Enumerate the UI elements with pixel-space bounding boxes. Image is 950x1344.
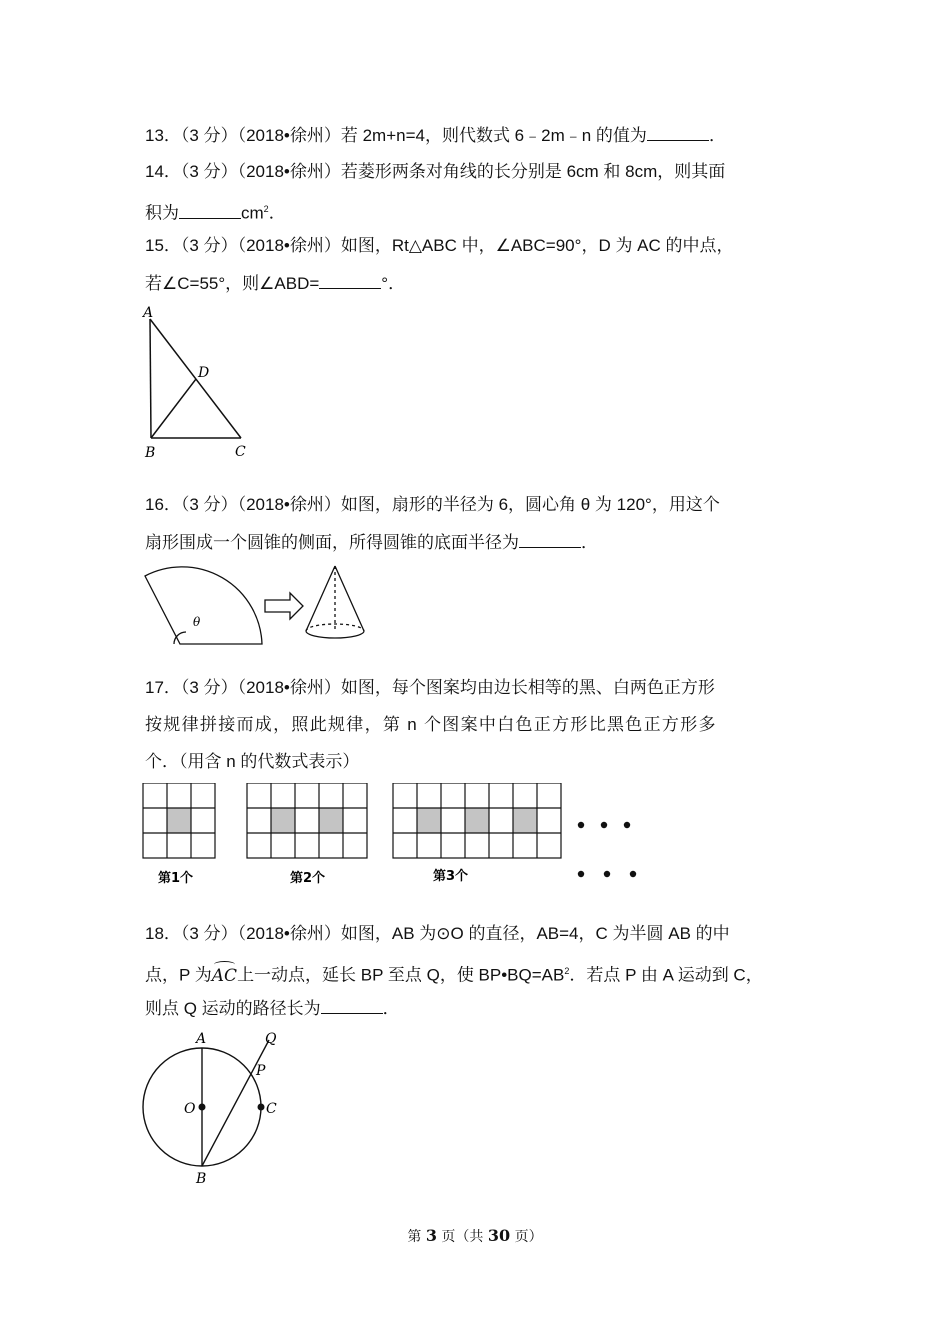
cone-base-front bbox=[306, 631, 364, 638]
q16-sector-figure bbox=[140, 560, 380, 650]
q15-triangle-figure bbox=[135, 303, 265, 463]
q17-pattern-figure bbox=[140, 783, 650, 888]
page-footer: 第 3 页（共 30 页） bbox=[407, 1226, 543, 1245]
label-c: C bbox=[266, 1101, 277, 1117]
caption-3: 第3个 bbox=[433, 869, 469, 884]
q18-circle-figure bbox=[135, 1027, 295, 1192]
q18-line1: 18．（3 分）（2018•徐州）如图，AB 为⊙O 的直径，AB=4，C 为半圆 AB 的中 bbox=[145, 924, 730, 943]
point-c bbox=[258, 1104, 265, 1111]
black-square bbox=[319, 808, 343, 833]
caption-1: 第1个 bbox=[158, 871, 194, 886]
label-p: P bbox=[256, 1063, 266, 1079]
segment-bd bbox=[151, 379, 196, 438]
q14-line2: 积为 $cm^2$． bbox=[145, 197, 286, 226]
label-o: O bbox=[184, 1101, 196, 1117]
arc-ac: AC bbox=[211, 965, 238, 986]
ellipsis-dots bbox=[578, 822, 636, 877]
q13-line1: 13．（3 分）（2018•徐州）若 2m+n=4，则代数式 6﹣2m﹣n 的值为 ． bbox=[145, 123, 726, 148]
black-square bbox=[465, 808, 489, 833]
black-square bbox=[417, 808, 441, 833]
q16-line2: 扇形围成一个圆锥的侧面，所得圆锥的底面半径为 ． bbox=[145, 530, 598, 555]
side-ac bbox=[150, 319, 241, 438]
angle-arc bbox=[174, 632, 186, 644]
label-a: A bbox=[143, 305, 154, 321]
q14-line1: 14．（3 分）（2018•徐州）若菱形两条对角线的长分别是 6cm 和 8cm，则其面 bbox=[145, 162, 726, 181]
q18-line2: 点，P 为AC上一动点，延长 BP 至点 Q，使 $BP•BQ=AB^2$．若点 P 由 A 运动到 C， bbox=[145, 965, 763, 986]
label-b: B bbox=[196, 1171, 207, 1187]
label-d: D bbox=[198, 365, 210, 381]
q15-line1: 15．（3 分）（2018•徐州）如图，Rt△ABC 中，∠ABC=90°，D 为 AC 的中点， bbox=[145, 236, 734, 255]
answer-blank[interactable] bbox=[519, 530, 581, 548]
answer-blank[interactable] bbox=[647, 123, 709, 141]
sector bbox=[145, 567, 262, 644]
q16-line1: 16．（3 分）（2018•徐州）如图，扇形的半径为 6，圆心角 θ 为 120°，用这个 bbox=[145, 495, 720, 514]
black-square bbox=[167, 808, 191, 833]
q17-line3: 个．（用含 n 的代数式表示） bbox=[145, 752, 360, 771]
q17-line2: 按规律拼接而成，照此规律，第 n 个图案中白色正方形比黑色正方形多 bbox=[145, 715, 717, 734]
caption-2: 第2个 bbox=[290, 871, 326, 886]
theta-label: θ bbox=[193, 615, 201, 629]
answer-blank[interactable] bbox=[321, 996, 383, 1014]
q15-line2: 若∠C=55°，则∠ABD= °． bbox=[145, 271, 405, 296]
label-c: C bbox=[235, 444, 246, 460]
point-o bbox=[199, 1104, 206, 1111]
page-total: 30 bbox=[487, 1226, 511, 1245]
pattern-2 bbox=[247, 783, 367, 858]
side-ab bbox=[150, 319, 151, 438]
label-q: Q bbox=[265, 1031, 277, 1047]
q17-line1: 17．（3 分）（2018•徐州）如图，每个图案均由边长相等的黑、白两色正方形 bbox=[145, 678, 715, 697]
label-b: B bbox=[145, 445, 156, 461]
black-square bbox=[513, 808, 537, 833]
page-number: 3 bbox=[425, 1226, 437, 1245]
label-a: A bbox=[196, 1031, 207, 1047]
answer-blank[interactable] bbox=[319, 271, 381, 289]
q18-line3: 则点 Q 运动的路径长为 ． bbox=[145, 996, 400, 1021]
answer-blank[interactable] bbox=[179, 201, 241, 219]
arrow-icon bbox=[265, 593, 303, 619]
black-square bbox=[271, 808, 295, 833]
